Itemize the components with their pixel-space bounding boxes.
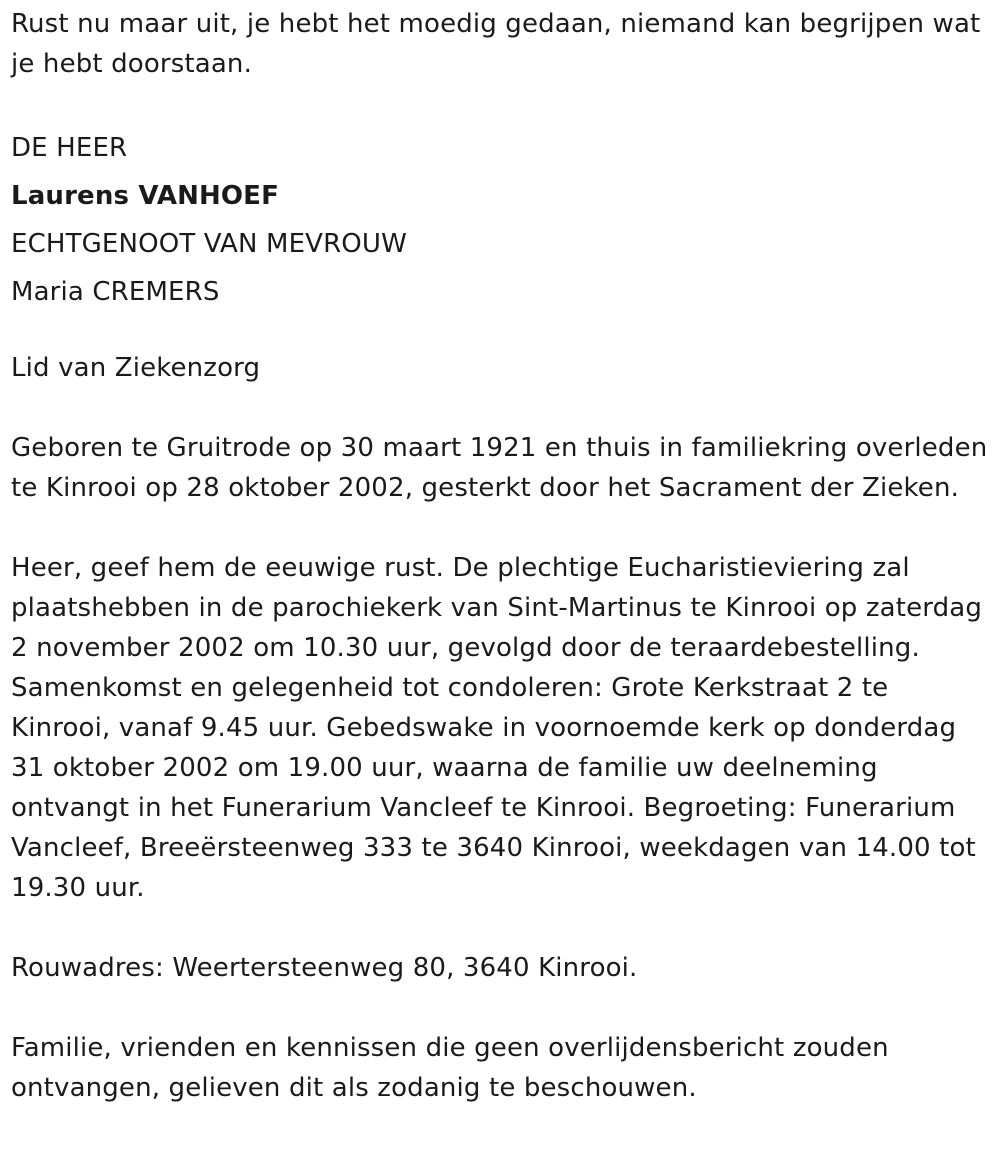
name-block <box>11 124 996 316</box>
honorific-title: DE HEER <box>11 133 128 163</box>
deceased-name: Laurens VANHOEF <box>11 181 279 211</box>
mourning-address: Rouwadres: Weertersteenweg 80, 3640 Kinrooi. <box>11 953 638 983</box>
membership-line: Lid van Ziekenzorg <box>11 353 261 383</box>
motto-paragraph: Rust nu maar uit, je hebt het moedig gedaan, niemand kan begrijpen wat je hebt doorstaan. <box>11 9 981 79</box>
relation-line: ECHTGENOOT VAN MEVROUW <box>11 229 407 259</box>
birth-death-paragraph: Geboren te Gruitrode op 30 maart 1921 en thuis in familiekring overleden te Kinrooi op 28 oktober 2002, gesterkt door het Sacrament der Zieken. <box>11 433 988 503</box>
death-notice <box>11 4 996 1108</box>
ceremony-paragraph: Heer, geef hem de eeuwige rust. De plechtige Eucharistieviering zal plaatshebben in de parochiekerk van Sint-Martinus te Kinrooi op zaterdag 2 november 2002 om 10.30 uur, gevolgd door de teraardebestelling. Samenkomst en gelegenheid tot condoleren: Grote Kerkstraat 2 te Kinrooi, vanaf 9.45 uur. Gebedswake in voornoemde kerk op donderdag 31 oktober 2002 om 19.00 uur, waarna de familie uw deelneming ontvangt in het Funerarium Vancleef te Kinrooi. Begroeting: Funerarium Vancleef, Breeërsteenweg 333 te 3640 Kinrooi, weekdagen van 14.00 tot 19.30 uur. <box>11 553 983 903</box>
spouse-name: Maria CREMERS <box>11 277 220 307</box>
closing-paragraph: Familie, vrienden en kennissen die geen overlijdensbericht zouden ontvangen, gelieven dit als zodanig te beschouwen. <box>11 1033 889 1103</box>
